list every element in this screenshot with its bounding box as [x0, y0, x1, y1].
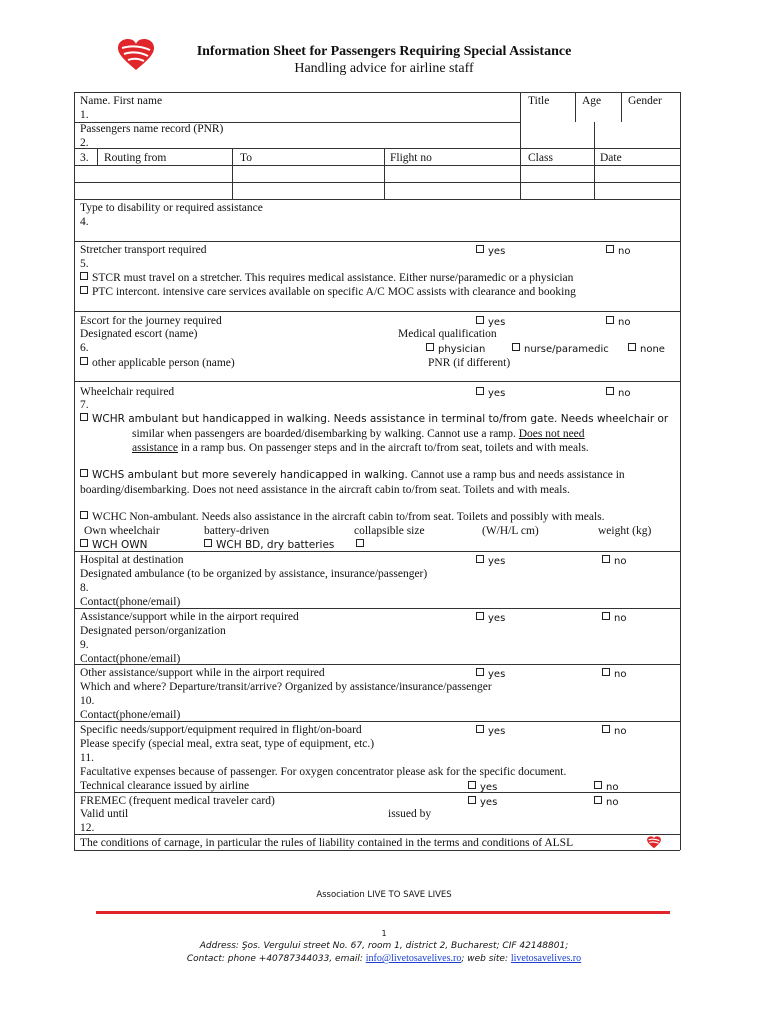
stcr-option[interactable]: STCR must travel on a stretcher. This requires medical assistance. Either nurse/paramedic or a physician	[80, 272, 573, 285]
wheelchair-yes-checkbox[interactable]: yes	[476, 387, 505, 400]
row-number: 11.	[80, 752, 94, 764]
class-label: Class	[528, 152, 553, 164]
airport-assistance-label: Assistance/support while in the airport required	[80, 611, 299, 623]
wheelchair-no-checkbox[interactable]: no	[606, 387, 630, 400]
none-checkbox[interactable]: none	[628, 343, 665, 356]
gender-label: Gender	[628, 95, 662, 107]
wheelchair-label: Wheelchair required	[80, 386, 175, 398]
stretcher-label: Stretcher transport required	[80, 244, 207, 256]
contact-label: Contact(phone/email)	[80, 653, 181, 665]
row-number: 1.	[80, 109, 89, 121]
row-number: 4.	[80, 216, 89, 228]
ptc-option[interactable]: PTC intercont. intensive care services available on specific A/C MOC assists with clearance and booking	[80, 286, 576, 299]
row-number: 6.	[80, 342, 89, 354]
stretcher-no-checkbox[interactable]: no	[606, 245, 630, 258]
other-assistance-no-checkbox[interactable]: no	[602, 668, 626, 681]
name-label: Name. First name	[80, 95, 163, 107]
valid-until-label: Valid until	[80, 808, 129, 820]
specific-needs-label: Specific needs/support/equipment required in flight/on-board	[80, 724, 362, 736]
pnr-different-label: PNR (if different)	[428, 357, 511, 369]
page-number: 1	[381, 929, 387, 938]
contact-label: Contact(phone/email)	[80, 596, 181, 608]
facultative-expenses-text: Facultative expenses because of passenger. For oxygen concentrator please ask for the specific document.	[80, 766, 567, 778]
fremec-yes-checkbox[interactable]: yes	[468, 796, 497, 809]
clearance-yes-checkbox[interactable]: yes	[468, 781, 497, 794]
age-label: Age	[582, 95, 602, 107]
own-wheelchair-label: Own wheelchair	[84, 525, 160, 537]
other-assistance-yes-checkbox[interactable]: yes	[476, 668, 505, 681]
weight-label: weight (kg)	[598, 525, 652, 537]
brand-logo-small	[646, 836, 662, 849]
escort-yes-checkbox[interactable]: yes	[476, 316, 505, 329]
row-number: 12.	[80, 822, 95, 834]
date-label: Date	[600, 152, 622, 164]
stretcher-yes-checkbox[interactable]: yes	[476, 245, 505, 258]
row-number: 3.	[80, 152, 89, 164]
clearance-no-checkbox[interactable]: no	[594, 781, 618, 794]
medical-qualification-label: Medical qualification	[398, 328, 497, 340]
to-label: To	[240, 152, 252, 164]
row-number: 7.	[80, 399, 89, 411]
fremec-label: FREMEC (frequent medical traveler card)	[80, 795, 275, 807]
wchs-text-line2: boarding/disembarking. Does not need assistance in the aircraft cabin to/from seat. Toilets and with meals.	[80, 484, 570, 496]
wchc-option[interactable]: WCHC Non-ambulant. Needs also assistance in the aircraft cabin to/from seat. Toilets and possibly with meals.	[80, 511, 605, 524]
wchr-text-line3: assistance in a ramp bus. On passenger steps and in the aircraft to/from seat, toilets and with meals.	[132, 442, 589, 454]
row-number: 5.	[80, 258, 89, 270]
collapsible-checkbox[interactable]	[356, 539, 368, 552]
wch-own-checkbox[interactable]: WCH OWN	[80, 539, 147, 552]
title-label: Title	[528, 95, 550, 107]
page-title: Information Sheet for Passengers Requiring Special Assistance	[196, 44, 572, 59]
website-link[interactable]: livetosavelives.ro	[510, 953, 582, 964]
other-assistance-label: Other assistance/support while in the airport required	[80, 667, 325, 679]
physician-checkbox[interactable]: physician	[426, 343, 485, 356]
airport-assistance-yes-checkbox[interactable]: yes	[476, 612, 505, 625]
designated-escort-label: Designated escort (name)	[80, 328, 198, 340]
whl-label: (W/H/L cm)	[482, 525, 539, 537]
wchs-option[interactable]: WCHS ambulant but more severely handicapped in walking. Cannot use a ramp bus and needs assistance in	[80, 469, 625, 482]
escort-label: Escort for the journey required	[80, 315, 222, 327]
technical-clearance-label: Technical clearance issued by airline	[80, 780, 250, 792]
contact-label: Contact(phone/email)	[80, 709, 181, 721]
issued-by-label: issued by	[388, 808, 432, 820]
page-subtitle: Handling advice for airline staff	[294, 61, 474, 76]
footer-address: Address: Şos. Vergului street No. 67, room 1, district 2, Bucharest; CIF 42148801;	[199, 941, 569, 951]
designated-person-label: Designated person/organization	[80, 625, 226, 637]
flight-no-label: Flight no	[390, 152, 432, 164]
footer-contact: Contact: phone +40787344033, email: info@livetosavelives.ro; web site: livetosavelives.ro	[186, 953, 582, 964]
wchr-text-line2: similar when passengers are boarded/disembarking by walking. Cannot use a ramp. Does not need	[132, 428, 585, 440]
please-specify-label: Please specify (special meal, extra seat, type of equipment, etc.)	[80, 738, 375, 750]
other-person-option[interactable]: other applicable person (name)	[80, 357, 235, 370]
escort-no-checkbox[interactable]: no	[606, 316, 630, 329]
footer-divider	[96, 911, 670, 914]
nurse-checkbox[interactable]: nurse/paramedic	[512, 343, 609, 356]
wch-bd-checkbox[interactable]: WCH BD, dry batteries	[204, 539, 334, 552]
email-link[interactable]: info@livetosavelives.ro	[365, 953, 462, 964]
battery-driven-label: battery-driven	[204, 525, 270, 537]
ambulance-label: Designated ambulance (to be organized by assistance, insurance/passenger)	[80, 568, 428, 580]
row-number: 2.	[80, 137, 89, 149]
airport-assistance-no-checkbox[interactable]: no	[602, 612, 626, 625]
hospital-label: Hospital at destination	[80, 554, 184, 566]
hospital-no-checkbox[interactable]: no	[602, 555, 626, 568]
conditions-text: The conditions of carnage, in particular the rules of liability contained in the terms and conditions of ALSL	[80, 837, 574, 849]
row-number: 8.	[80, 582, 89, 594]
which-where-label: Which and where? Departure/transit/arrive? Organized by assistance/insurance/passenger	[80, 681, 492, 693]
fremec-no-checkbox[interactable]: no	[594, 796, 618, 809]
wchr-option[interactable]: WCHR ambulant but handicapped in walking. Needs assistance in terminal to/from gate. Needs wheelchair or	[80, 413, 668, 426]
specific-needs-no-checkbox[interactable]: no	[602, 725, 626, 738]
collapsible-size-label: collapsible size	[354, 525, 425, 537]
disability-label: Type to disability or required assistance	[80, 202, 263, 214]
row-number: 10.	[80, 695, 95, 707]
pnr-label: Passengers name record (PNR)	[80, 123, 224, 135]
association-name: Association LIVE TO SAVE LIVES	[316, 890, 452, 900]
hospital-yes-checkbox[interactable]: yes	[476, 555, 505, 568]
row-number: 9.	[80, 639, 89, 651]
routing-from-label: Routing from	[104, 152, 167, 164]
specific-needs-yes-checkbox[interactable]: yes	[476, 725, 505, 738]
